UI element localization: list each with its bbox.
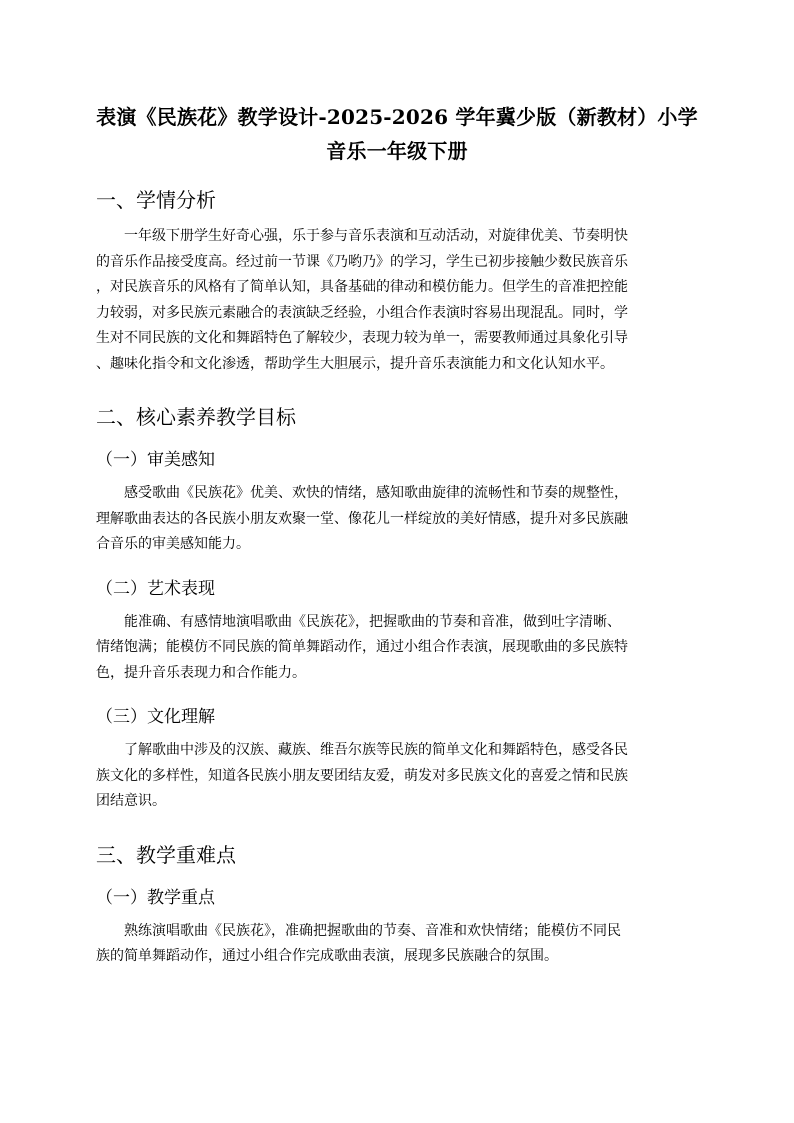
title-line-2: 音乐一年级下册 <box>326 139 468 163</box>
paragraph-line: 族文化的多样性，知道各民族小朋友要团结友爱，萌发对多民族文化的喜爱之情和民族 <box>96 767 628 784</box>
section-heading-key-difficulties: 三、教学重难点 <box>96 842 236 867</box>
paragraph-line: 族的简单舞蹈动作，通过小组合作完成歌曲表演，展现多民族融合的氛围。 <box>96 948 558 964</box>
paragraph-line: 了解歌曲中涉及的汉族、藏族、维吾尔族等民族的简单文化和舞蹈特色，感受各民 <box>124 742 628 758</box>
paragraph-line: 一年级下册学生好奇心强，乐于参与音乐表演和互动活动，对旋律优美、节奏明快 <box>124 228 628 244</box>
paragraph-artistic-expression <box>96 610 698 687</box>
paragraph-line: 生对不同民族的文化和舞蹈特色了解较少，表现力较为单一，需要教师通过具象化引导 <box>96 330 628 346</box>
section-heading-learning-analysis: 一、学情分析 <box>96 188 216 212</box>
paragraph-teaching-focus <box>96 919 698 970</box>
paragraph-aesthetic-perception <box>96 481 698 558</box>
paragraph-line: 理解歌曲表达的各民族小朋友欢聚一堂、像花儿一样绽放的美好情感，提升对多民族融 <box>96 510 628 527</box>
paragraph-line: 合音乐的审美感知能力。 <box>96 536 250 552</box>
paragraph-line: 能准确、有感情地演唱歌曲《民族花》，把握歌曲的节奏和音准，做到吐字清晰、 <box>124 613 621 630</box>
paragraph-line: 感受歌曲《民族花》优美、欢快的情绪，感知歌曲旋律的流畅性和节奏的规整性， <box>124 485 628 501</box>
paragraph-line: 熟练演唱歌曲《民族花》，准确把握歌曲的节奏、音准和欢快情绪；能模仿不同民 <box>124 922 621 939</box>
paragraph-line: 情绪饱满；能模仿不同民族的简单舞蹈动作，通过小组合作表演，展现歌曲的多民族特 <box>96 639 628 655</box>
paragraph-line: 的音乐作品接受度高。经过前一节课《乃哟乃》的学习，学生已初步接触少数民族音乐 <box>96 253 628 270</box>
paragraph-line: 色，提升音乐表现力和合作能力。 <box>96 664 306 681</box>
subsection-heading-aesthetic-perception: （一）审美感知 <box>96 450 215 470</box>
paragraph-cultural-understanding <box>96 738 698 815</box>
paragraph-line: 力较弱，对多民族元素融合的表演缺乏经验，小组合作表演时容易出现混乱。同时，学 <box>96 304 628 321</box>
paragraph-line: 、趣味化指令和文化渗透，帮助学生大胆展示，提升音乐表演能力和文化认知水平。 <box>96 355 614 372</box>
document-body <box>96 100 698 970</box>
subsection-heading-artistic-expression: （二）艺术表现 <box>96 578 215 599</box>
paragraph-line: 团结意识。 <box>96 793 166 809</box>
paragraph-line: ，对民族音乐的风格有了简单认知，具备基础的律动和模仿能力。但学生的音准把控能 <box>96 279 628 295</box>
title-line-1: 表演《民族花》教学设计-2025-2026 学年冀少版（新教材）小学 <box>96 105 698 129</box>
paragraph-learning-analysis <box>96 224 698 377</box>
document-title <box>96 100 698 168</box>
subsection-heading-cultural-understanding: （三）文化理解 <box>96 707 215 727</box>
section-heading-core-objectives: 二、核心素养教学目标 <box>96 405 296 429</box>
subsection-heading-teaching-focus: （一）教学重点 <box>96 887 215 908</box>
